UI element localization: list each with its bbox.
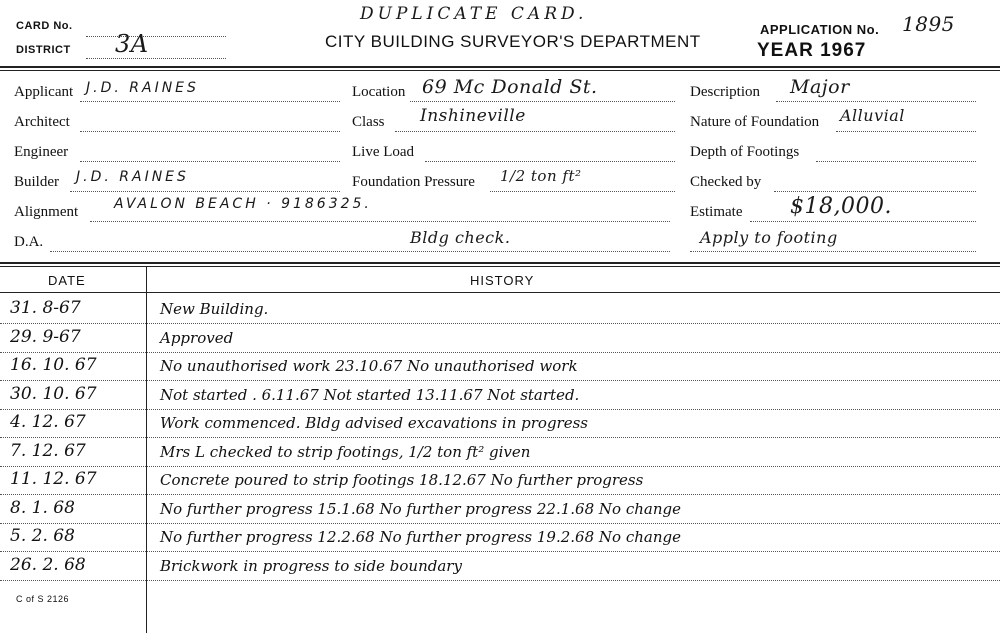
live-load-label: Live Load: [352, 144, 415, 160]
da-line: [50, 251, 670, 252]
footing-line: [690, 251, 976, 252]
bldg-check-value: Bldg check.: [410, 228, 511, 247]
checked-line: [774, 191, 976, 192]
table-row-date: 26. 2. 68: [10, 554, 86, 575]
location-label: Location: [352, 84, 406, 100]
class-line: [395, 131, 675, 132]
department-title: CITY BUILDING SURVEYOR'S DEPARTMENT: [325, 32, 701, 51]
table-row-date: 8. 1. 68: [10, 497, 75, 518]
table-row-history: Approved: [160, 328, 234, 347]
builder-line: [70, 191, 340, 192]
header-rule-thin: [0, 70, 1000, 71]
table-row-history: New Building.: [160, 300, 269, 318]
alignment-line: [90, 221, 670, 222]
nature-line: [836, 131, 976, 132]
table-row-history: Concrete poured to strip footings 18.12.67 No further progress: [160, 471, 644, 489]
depth-label: Depth of Footings: [690, 144, 800, 160]
engineer-label: Engineer: [14, 144, 69, 160]
duplicate-card-note: DUPLICATE CARD.: [360, 4, 588, 24]
table-row-rule: [0, 380, 1000, 381]
form-code: C of S 2126: [16, 594, 70, 604]
table-row-history: Not started . 6.11.67 Not started 13.11.67 Not started.: [160, 385, 580, 404]
class-label: Class: [352, 114, 385, 130]
location-value: 69 Mc Donald St.: [422, 76, 598, 98]
district-value: 3A: [115, 30, 149, 58]
architect-label: Architect: [14, 114, 70, 130]
district-line: [86, 58, 226, 59]
builder-label: Builder: [14, 174, 59, 190]
checked-label: Checked by: [690, 174, 762, 190]
table-row-rule: [0, 580, 1000, 581]
description-label: Description: [690, 84, 760, 100]
foundation-pressure-label: Foundation Pressure: [352, 174, 475, 190]
da-label: D.A.: [14, 234, 44, 250]
table-row-date: 4. 12. 67: [10, 412, 86, 432]
engineer-line: [80, 161, 340, 162]
table-row-rule: [0, 352, 1000, 353]
table-row-date: 7. 12. 67: [10, 440, 86, 461]
nature-label: Nature of Foundation: [690, 114, 820, 130]
table-row-rule: [0, 323, 1000, 324]
live-load-line: [425, 161, 675, 162]
table-row-rule: [0, 437, 1000, 438]
history-column-header: HISTORY: [470, 273, 535, 288]
nature-value: Alluvial: [840, 106, 905, 125]
table-column-divider: [146, 266, 147, 633]
alignment-label: Alignment: [14, 204, 79, 220]
applicant-label: Applicant: [14, 84, 74, 100]
year-label: YEAR 1967: [757, 40, 867, 61]
card-no-label: CARD No.: [16, 20, 73, 32]
location-line: [410, 101, 675, 102]
foundation-pressure-value: 1/2 ton ft²: [500, 167, 582, 185]
table-row-rule: [0, 523, 1000, 524]
application-value: 1895: [902, 12, 955, 36]
card-no-line: [86, 36, 226, 37]
table-top-rule: [0, 262, 1000, 264]
district-label: DISTRICT: [16, 44, 71, 56]
table-row-rule: [0, 494, 1000, 495]
estimate-label: Estimate: [690, 204, 743, 220]
table-row-date: 11. 12. 67: [10, 469, 97, 489]
table-row-history: No further progress 15.1.68 No further progress 22.1.68 No change: [160, 499, 681, 518]
table-row-history: No further progress 12.2.68 No further progress 19.2.68 No change: [160, 528, 681, 546]
header-rule: [0, 66, 1000, 68]
estimate-line: [750, 221, 976, 222]
builder-value: J.D. RAINES: [76, 169, 189, 185]
table-header-rule: [0, 292, 1000, 293]
alignment-value: AVALON BEACH · 9186325.: [114, 196, 372, 212]
estimate-value: $18,000.: [790, 194, 892, 219]
depth-line: [816, 161, 976, 162]
table-row-rule: [0, 466, 1000, 467]
table-row-history: Mrs L checked to strip footings, 1/2 ton ft² given: [160, 442, 531, 461]
table-row-date: 29. 9-67: [10, 326, 81, 347]
table-row-rule: [0, 409, 1000, 410]
description-value: Major: [790, 76, 850, 98]
table-row-history: Work commenced. Bldg advised excavations in progress: [160, 414, 588, 432]
applicant-line: [80, 101, 340, 102]
table-row-history: No unauthorised work 23.10.67 No unauthorised work: [160, 357, 578, 375]
architect-line: [80, 131, 340, 132]
applicant-value: J.D. RAINES: [86, 80, 199, 96]
date-column-header: DATE: [48, 273, 86, 288]
foundation-pressure-line: [490, 191, 675, 192]
class-value: Inshineville: [420, 106, 526, 126]
description-line: [776, 101, 976, 102]
table-top-rule-thin: [0, 266, 1000, 267]
table-row-date: 31. 8-67: [10, 298, 81, 318]
table-row-date: 5. 2. 68: [10, 526, 75, 546]
footing-note: Apply to footing: [700, 228, 838, 247]
table-row-date: 30. 10. 67: [10, 383, 97, 404]
table-row-date: 16. 10. 67: [10, 355, 97, 375]
table-row-history: Brickwork in progress to side boundary: [160, 556, 462, 575]
application-label: APPLICATION No.: [760, 22, 880, 37]
table-row-rule: [0, 551, 1000, 552]
